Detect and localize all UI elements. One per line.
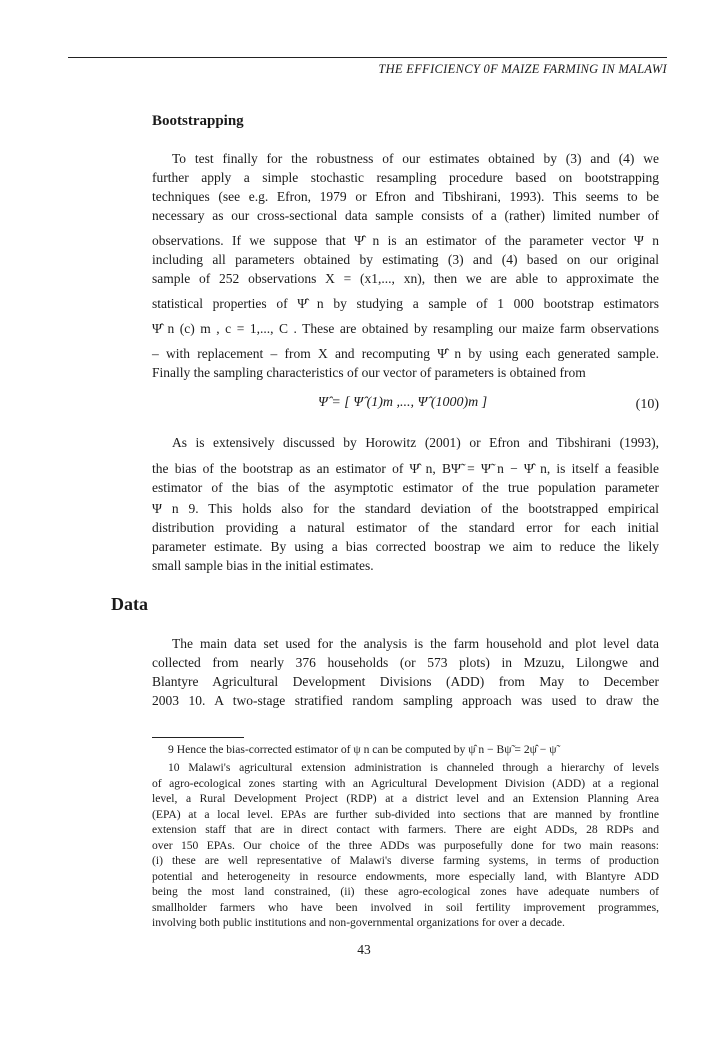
text-line: necessary as our cross-sectional data sample consists of a (rather) limited number of (152, 208, 659, 223)
text-line: Finally the sampling characteristics of our vector of parameters is obtained from (152, 365, 586, 380)
text-line: 2003 10. A two-stage stratified random sampling approach was used to draw the (152, 693, 659, 708)
text-line: Ψ̂ n (c) m , c = 1,..., C . These are obtained by resampling our maize farm observations (152, 321, 659, 336)
text-line: The main data set used for the analysis is the farm household and plot level data (172, 636, 659, 651)
bootstrapping-paragraph-2 (152, 433, 659, 575)
footnote-line: over 150 EPAs. Our choice of the three ADDs was purposefully done for two main reasons: (152, 838, 659, 852)
text-line: – with replacement – from X and recomputing Ψ̂ n by using each generated sample. (152, 346, 659, 361)
footnote-9 (152, 742, 659, 758)
footnote-line: extension staff that are in direct contact with farmers. There are eight ADDs, 28 RDPs and (152, 823, 659, 836)
equation-number: (10) (635, 397, 659, 412)
section-heading-bootstrapping: Bootstrapping (152, 113, 244, 129)
text-line: including all parameters obtained by estimating (3) and (4) based on our original (152, 252, 659, 267)
text-line: As is extensively discussed by Horowitz (2001) or Efron and Tibshirani (1993), (172, 435, 659, 450)
text-line: statistical properties of Ψ̂ n by studying a sample of 1 000 bootstrap estimators (152, 296, 659, 311)
equation-10 (152, 393, 659, 419)
text-line: collected from nearly 376 households (or 573 plots) in Mzuzu, Lilongwe and (152, 655, 659, 670)
footnote-line: of agro-ecological zones starting with an Agricultural Development Division (ADD) at a regional (152, 776, 659, 790)
equation-body: Ψ̂ = [ Ψ̂ (1)m ,..., Ψ̂ (1000)m ] (318, 395, 488, 410)
text-line: the bias of the bootstrap as an estimator of Ψ̂ n, BΨ̃ = Ψ̃ n − Ψ̂ n, is itself a feasible (152, 461, 659, 476)
footnote-line: being the most land constrained, (ii) these agro-ecological zones have adequate numbers of (152, 885, 659, 898)
footnote-line: 10 Malawi's agricultural extension administration is channeled through a hierarchy of levels (168, 761, 659, 774)
data-paragraph (152, 634, 659, 710)
footnote-10 (152, 760, 659, 931)
page-number: 43 (357, 942, 371, 957)
footnote-line: (i) these are well representative of Malawi's diverse farming systems, in terms of production (152, 854, 659, 867)
footnote-line: 9 Hence the bias-corrected estimator of ψ n can be computed by ψ̂ n − Bψ̃ = 2ψ̂ − ψ̃ (168, 743, 557, 756)
running-head: THE EFFICIENCY 0F MAIZE FARMING IN MALAWI (378, 62, 667, 76)
text-line: Ψ n 9. This holds also for the standard deviation of the bootstrapped empirical (152, 501, 659, 516)
text-line: observations. If we suppose that Ψ̂ n is an estimator of the parameter vector Ψ n (152, 233, 659, 248)
footnote-line: smallholder farmers who have been involved in soil fertility improvement programmes, (152, 900, 659, 914)
section-heading-data: Data (111, 594, 148, 614)
bootstrapping-paragraph-1 (152, 149, 659, 382)
text-line: sample of 252 observations X = (x1,..., xn), then we are able to approximate the (152, 271, 659, 286)
text-line: To test finally for the robustness of our estimates obtained by (3) and (4) we (172, 151, 659, 166)
text-line: techniques (see e.g. Efron, 1979 or Efron and Tibshirani, 1993). This seems to be (152, 189, 659, 204)
header-rule (68, 57, 667, 58)
footnote-rule (152, 737, 244, 738)
footnote-line: involving both public institutions and non-governmental organizations for over a decade. (152, 916, 565, 929)
text-line: estimator of the bias of the asymptotic estimator of the true population parameter (152, 480, 659, 495)
text-line: small sample bias in the initial estimates. (152, 558, 374, 573)
text-line: distribution providing a natural estimator of the standard error for each initial (152, 520, 659, 535)
text-line: Blantyre Agricultural Development Divisions (ADD) from May to December (152, 674, 659, 689)
text-line: further apply a simple stochastic resampling procedure based on bootstrapping (152, 170, 659, 185)
footnote-line: level, a Rural Development Project (RDP) at a district level and an Extension Planning Area (152, 792, 659, 805)
footnote-line: potential and heterogeneity in resource endowments, more especially land, with Blantyre ADD (152, 869, 659, 883)
text-line: parameter estimate. By using a bias corrected boostrap we aim to reduce the likely (152, 539, 659, 554)
footnote-line: (EPA) at a local level. EPAs are further sub-divided into sections that are manned by frontline (152, 807, 659, 821)
